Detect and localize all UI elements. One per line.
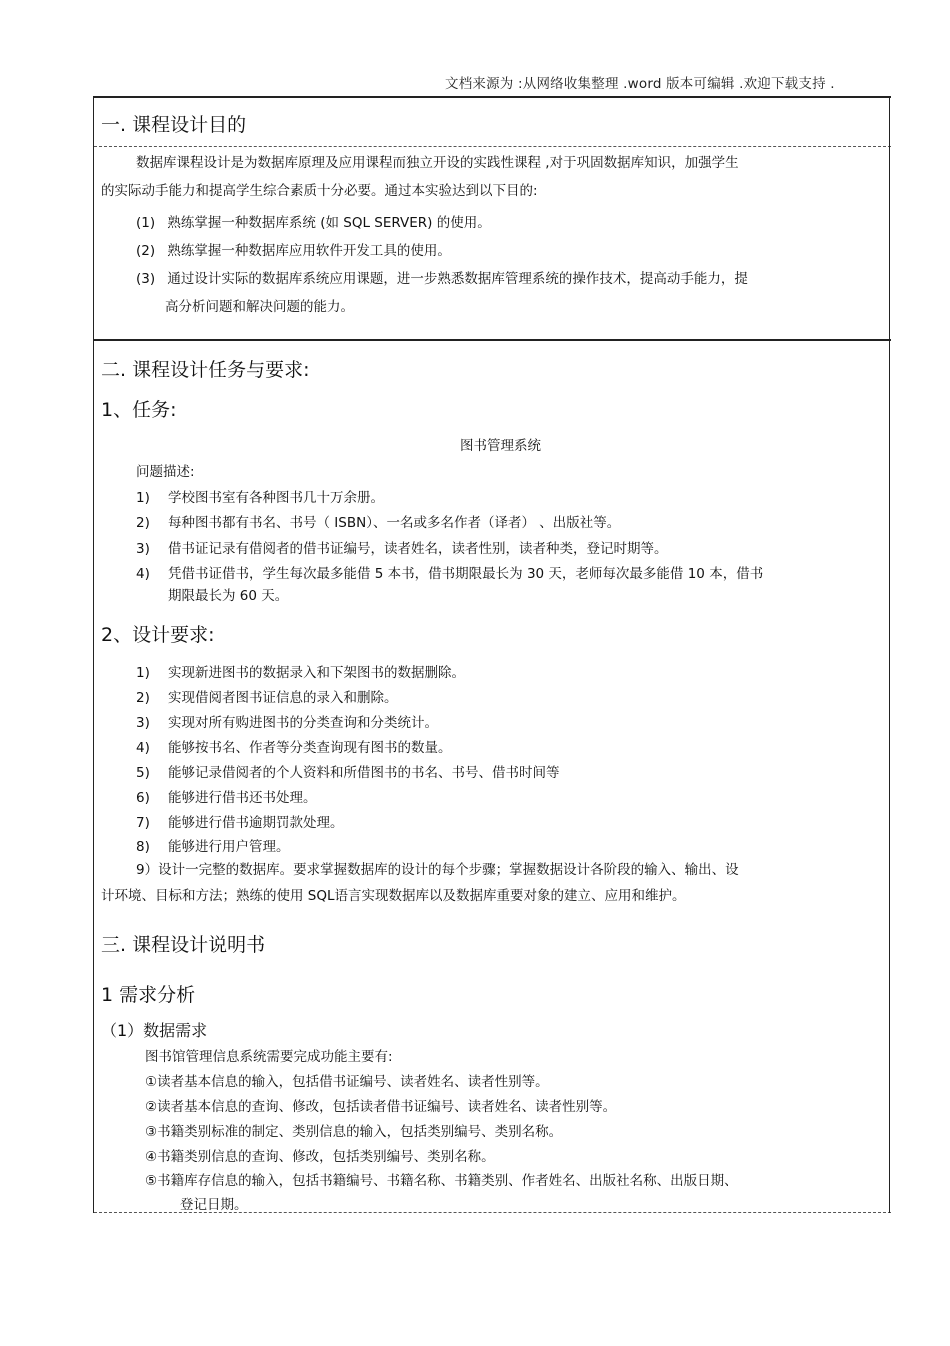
table-left-border — [93, 96, 94, 1213]
data-requirement-item-4: ④书籍类别信息的查询、修改，包括类别编号、类别名称。 — [145, 1149, 495, 1165]
item-text: 实现借阅者图书证信息的录入和删除。 — [168, 690, 398, 706]
data-requirement-item-1: ①读者基本信息的输入，包括借书证编号、读者姓名、读者性别等。 — [145, 1074, 549, 1090]
requirement-item-9-line1: 9）设计一完整的数据库。要求掌握数据库的设计的每个步骤；掌握数据设计各阶段的输入、输出、设 — [136, 862, 739, 878]
item-text: 每种图书都有书名、书号（ ISBN）、一名或多名作者（译者） 、出版社等。 — [168, 515, 621, 531]
item-number: 6) — [136, 790, 150, 806]
purpose-intro-line2: 的实际动手能力和提高学生综合素质十分必要。通过本实验达到以下目的: — [101, 183, 538, 199]
requirement-item-8 — [136, 835, 290, 855]
data-requirements-lead: 图书馆管理信息系统需要完成功能主要有: — [145, 1049, 393, 1065]
purpose-item-3 — [136, 267, 748, 287]
item-text: 能够进行借书还书处理。 — [168, 790, 317, 806]
item-text: 实现对所有购进图书的分类查询和分类统计。 — [168, 715, 438, 731]
subsection-data-requirements: （1）数据需求 — [101, 1021, 208, 1040]
problem-item-4 — [136, 562, 763, 582]
problem-item-3 — [136, 537, 668, 557]
subsection-requirement-analysis: 1 需求分析 — [101, 984, 196, 1006]
item-number: (1) — [136, 215, 156, 231]
requirement-item-9-line2: 计环境、目标和方法；熟练的使用 SQL语言实现数据库以及数据库重要对象的建立、应用和维护。 — [101, 888, 686, 904]
section-title-tasks: 二. 课程设计任务与要求: — [101, 359, 310, 381]
item-number: 2) — [136, 515, 150, 531]
item-text: 能够按书名、作者等分类查询现有图书的数量。 — [168, 740, 452, 756]
problem-item-2 — [136, 511, 620, 531]
requirement-item-5 — [136, 761, 560, 781]
item-number: 3) — [136, 541, 150, 557]
requirement-item-4 — [136, 736, 452, 756]
purpose-item-3-continued: 高分析问题和解决问题的能力。 — [165, 299, 354, 315]
problem-label: 问题描述: — [136, 464, 195, 480]
item-number: (3) — [136, 271, 156, 287]
item-number: (2) — [136, 243, 156, 259]
item-text: 熟练掌握一种数据库应用软件开发工具的使用。 — [167, 243, 451, 259]
item-text: 能够记录借阅者的个人资料和所借图书的书名、书号、借书时间等 — [168, 765, 560, 781]
section-title-specification: 三. 课程设计说明书 — [101, 934, 266, 956]
design-heading: 2、设计要求: — [101, 624, 215, 646]
item-number: 1) — [136, 665, 150, 681]
item-number: 3) — [136, 715, 150, 731]
table-top-border — [94, 96, 891, 98]
item-number: 4) — [136, 740, 150, 756]
problem-item-4-continued: 期限最长为 60 天。 — [168, 588, 289, 604]
item-text: 熟练掌握一种数据库系统 (如 SQL SERVER) 的使用。 — [167, 215, 491, 231]
purpose-intro-line1: 数据库课程设计是为数据库原理及应用课程而独立开设的实践性课程 ,对于巩固数据库知识，加强学生 — [136, 155, 739, 171]
item-number: 5) — [136, 765, 150, 781]
data-requirement-item-3: ③书籍类别标准的制定、类别信息的输入，包括类别编号、类别名称。 — [145, 1124, 563, 1140]
data-requirement-item-5-continued: 登记日期。 — [180, 1197, 248, 1213]
item-number: 1) — [136, 490, 150, 506]
section-separator — [94, 339, 891, 341]
item-text: 借书证记录有借阅者的借书证编号，读者姓名，读者性别，读者种类，登记时期等。 — [168, 541, 668, 557]
item-text: 能够进行用户管理。 — [168, 839, 290, 855]
data-requirement-item-2: ②读者基本信息的查询、修改，包括读者借书证编号、读者姓名、读者性别等。 — [145, 1099, 617, 1115]
table-right-border — [889, 96, 890, 1213]
item-text: 实现新进图书的数据录入和下架图书的数据删除。 — [168, 665, 465, 681]
requirement-item-7 — [136, 811, 344, 831]
purpose-item-2 — [136, 239, 451, 259]
requirement-item-2 — [136, 686, 398, 706]
item-number: 2) — [136, 690, 150, 706]
item-number: 7) — [136, 815, 150, 831]
requirement-item-1 — [136, 661, 465, 681]
purpose-item-1 — [136, 211, 491, 231]
item-number: 8) — [136, 839, 150, 855]
problem-item-1 — [136, 486, 384, 506]
page-header-note: 文档来源为 :从网络收集整理 .word 版本可编辑 .欢迎下载支持 . — [445, 76, 835, 92]
requirement-item-3 — [136, 711, 438, 731]
item-text: 凭借书证借书，学生每次最多能借 5 本书，借书期限最长为 30 天，老师每次最多能借 10 本，借书 — [168, 566, 764, 582]
item-number: 4) — [136, 566, 150, 582]
item-text: 通过设计实际的数据库系统应用课题，进一步熟悉数据库管理系统的操作技术，提高动手能力，提 — [167, 271, 748, 287]
system-title: 图书管理系统 — [460, 438, 541, 454]
item-text: 能够进行借书逾期罚款处理。 — [168, 815, 344, 831]
requirement-item-6 — [136, 786, 317, 806]
section-title-purpose: 一. 课程设计目的 — [101, 114, 247, 136]
task-heading: 1、任务: — [101, 399, 177, 421]
section1-divider — [94, 146, 891, 147]
item-text: 学校图书室有各种图书几十万余册。 — [168, 490, 384, 506]
data-requirement-item-5: ⑤书籍库存信息的输入，包括书籍编号、书籍名称、书籍类别、作者姓名、出版社名称、出版日期、 — [145, 1173, 738, 1189]
